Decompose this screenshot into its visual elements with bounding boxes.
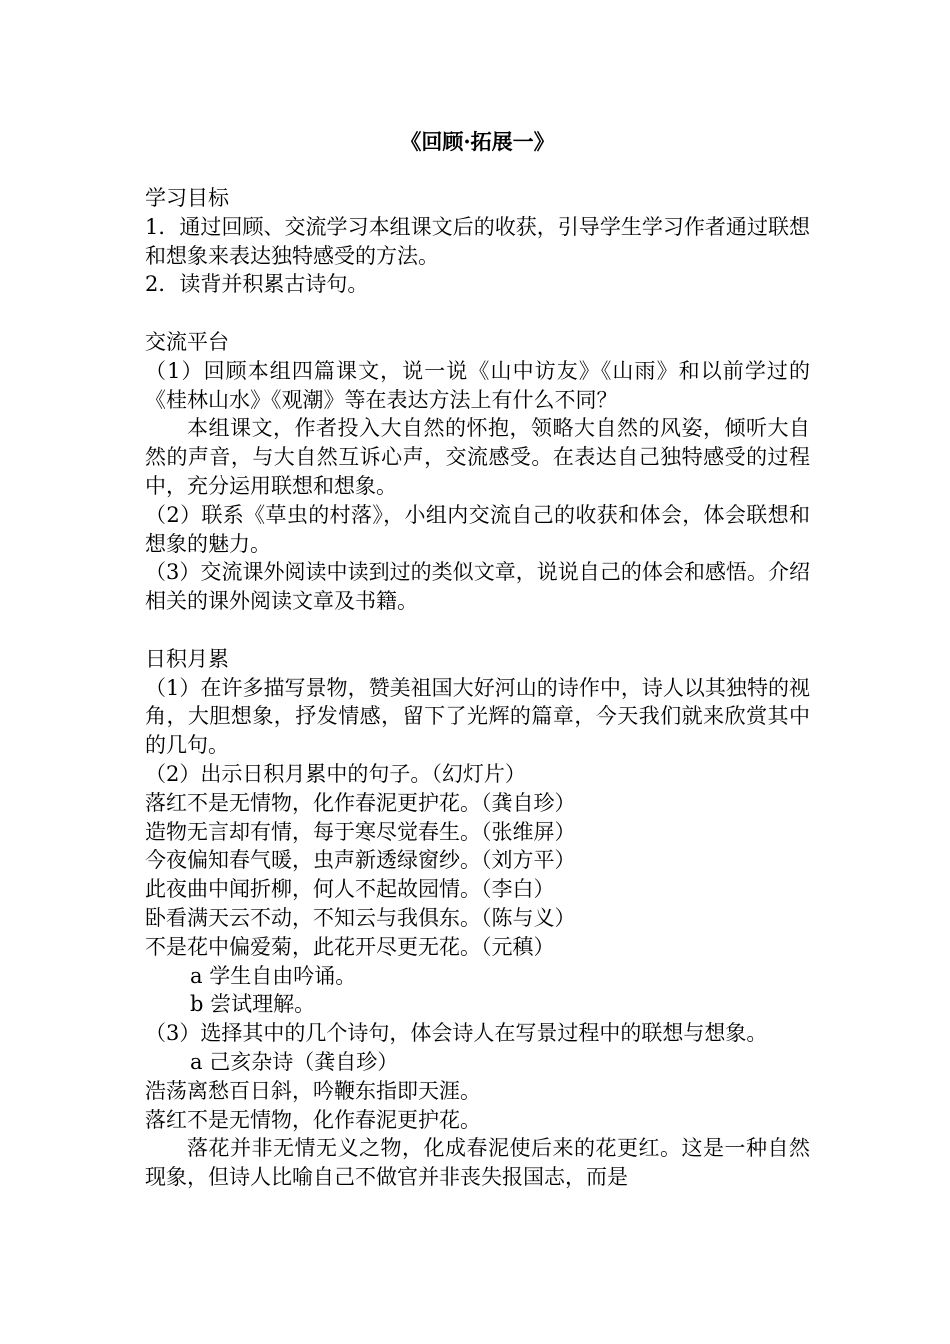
spacer	[145, 616, 810, 645]
goal-item-2: 2．读背并积累古诗句。	[145, 272, 369, 297]
exchange-question-2: （2）联系《草虫的村落》，小组内交流自己的收获和体会，体会联想和想象的魅力。	[145, 502, 810, 556]
accumulate-step-3: （3）选择其中的几个诗句，体会诗人在写景过程中的联想与想象。	[145, 1021, 768, 1046]
poem-verse-1: 浩荡离愁百日斜，吟鞭东指即天涯。	[145, 1078, 481, 1103]
accumulate-heading: 日积月累	[145, 646, 229, 671]
accumulate-step-2: （2）出示日积月累中的句子。（幻灯片）	[145, 761, 526, 786]
poem-verse-2: 落红不是无情物，化作春泥更护花。	[145, 1107, 481, 1132]
exchange-answer-1: 本组课文，作者投入大自然的怀抱，领略大自然的风姿，倾听大自然的声音，与大自然互诉心声，交流感受。在表达自己独特感受的过程中，充分运用联想和想象。	[145, 416, 810, 498]
spacer	[145, 299, 810, 328]
poem-explanation: 落花并非无情无义之物，化成春泥使后来的花更红。这是一种自然现象，但诗人比喻自己不做官并非丧失报国志，而是	[145, 1136, 810, 1190]
poem-line: 不是花中偏爱菊，此花开尽更无花。（元稹）	[145, 934, 555, 959]
poem-line: 落红不是无情物，化作春泥更护花。（龚自珍）	[145, 790, 576, 815]
poem-line: 此夜曲中闻折柳，何人不起故园情。（李白）	[145, 877, 555, 902]
document-page	[145, 128, 810, 1192]
exchange-question-1: （1）回顾本组四篇课文，说一说《山中访友》《山雨》和以前学过的《桂林山水》《观潮》等在表达方法上有什么不同？	[145, 358, 810, 412]
poem-line: 今夜偏知春气暖，虫声新透绿窗纱。（刘方平）	[145, 848, 576, 873]
activity-step-b: b 尝试理解。	[190, 992, 316, 1017]
exchange-question-3: （3）交流课外阅读中读到过的类似文章，说说自己的体会和感悟。介绍相关的课外阅读文章及书籍。	[145, 560, 810, 614]
accumulate-step-1: （1）在许多描写景物，赞美祖国大好河山的诗作中，诗人以其独特的视角，大胆想象，抒发情感，留下了光辉的篇章，今天我们就来欣赏其中的几句。	[145, 675, 810, 758]
goal-item-1: 1．通过回顾、交流学习本组课文后的收获，引导学生学习作者通过联想和想象来表达独特感受的方法。	[145, 214, 810, 268]
poem-line: 卧看满天云不动，不知云与我俱东。（陈与义）	[145, 905, 576, 930]
exchange-heading: 交流平台	[145, 329, 229, 354]
activity-step-a: a 学生自由吟诵。	[190, 963, 357, 988]
document-title: 《回顾·拓展一》	[400, 129, 555, 154]
poem-title: a 己亥杂诗（龚自珍）	[190, 1049, 399, 1074]
poem-line: 造物无言却有情，每于寒尽觉春生。（张维屏）	[145, 819, 576, 844]
goals-heading: 学习目标	[145, 186, 229, 210]
